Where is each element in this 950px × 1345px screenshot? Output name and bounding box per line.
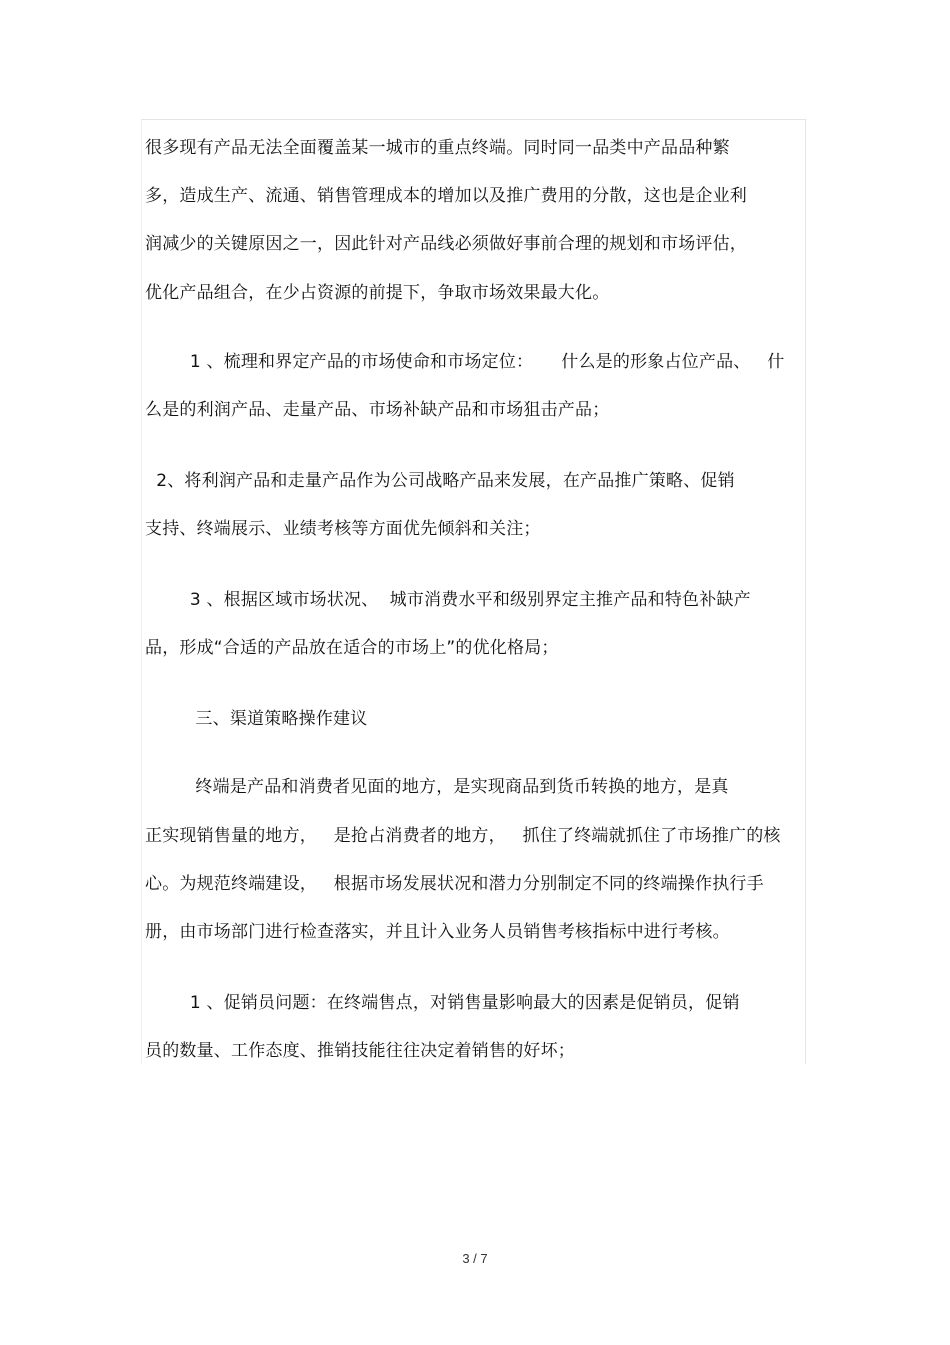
text-line: 1 、促销员问题：在终端售点，对销售量影响最大的因素是促销员，促销 bbox=[145, 993, 740, 1013]
text-line: 心。为规范终端建设， 根据市场发展状况和潜力分别制定不同的终端操作执行手 bbox=[145, 874, 764, 894]
page-number: 3 / 7 bbox=[462, 1251, 488, 1266]
text-line: 正实现销售量的地方， 是抢占消费者的地方， 抓住了终端就抓住了市场推广的核 bbox=[145, 826, 781, 846]
text-line: 2、将利润产品和走量产品作为公司战略产品来发展，在产品推广策略、促销 bbox=[145, 471, 735, 491]
text-line: 多，造成生产、流通、销售管理成本的增加以及推广费用的分散，这也是企业利 bbox=[145, 186, 747, 206]
text-line: 很多现有产品无法全面覆盖某一城市的重点终端。同时同一品类中产品品种繁 bbox=[145, 138, 730, 158]
section-heading: 三、渠道策略操作建议 bbox=[145, 709, 368, 729]
text-line: 员的数量、工作态度、推销技能往往决定着销售的好坏； bbox=[145, 1041, 575, 1061]
text-line: 优化产品组合，在少占资源的前提下，争取市场效果最大化。 bbox=[145, 283, 610, 303]
text-line: 1 、梳理和界定产品的市场使命和市场定位： 什么是的形象占位产品、 什 bbox=[145, 352, 785, 372]
text-line: 润减少的关键原因之一，因此针对产品线必须做好事前合理的规划和市场评估， bbox=[145, 234, 747, 254]
text-line: 支持、终端展示、业绩考核等方面优先倾斜和关注； bbox=[145, 519, 541, 539]
text-line: 3 、根据区域市场状况、 城市消费水平和级别界定主推产品和特色补缺产 bbox=[145, 590, 751, 610]
text-line: 品，形成“合适的产品放在适合的市场上”的优化格局； bbox=[145, 638, 559, 658]
text-line: 么是的利润产品、走量产品、市场补缺产品和市场狙击产品； bbox=[145, 400, 610, 420]
text-line: 终端是产品和消费者见面的地方，是实现商品到货币转换的地方，是真 bbox=[145, 777, 729, 797]
text-line: 册，由市场部门进行检查落实，并且计入业务人员销售考核指标中进行考核。 bbox=[145, 922, 730, 942]
